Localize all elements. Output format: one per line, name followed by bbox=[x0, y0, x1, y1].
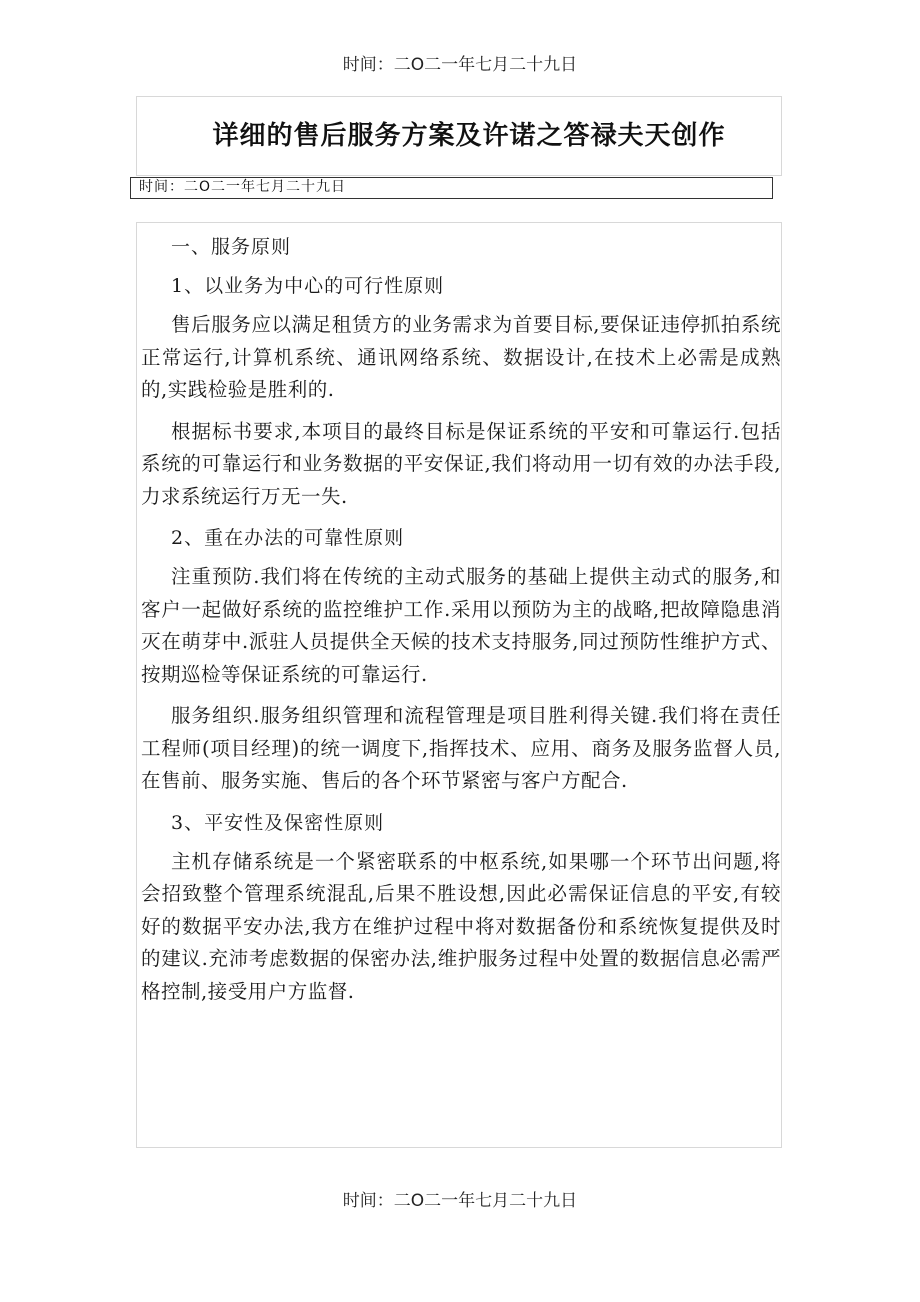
paragraph: 注重预防.我们将在传统的主动式服务的基础上提供主动式的服务,和客户一起做好系统的监控维护工作.采用以预防为主的战略,把故障隐患消灭在萌芽中.派驻人员提供全天候的技术支持服务,同过预防性维护方式、按期巡检等保证系统的可靠运行. bbox=[141, 565, 781, 686]
subsection-heading-1: 1、以业务为中心的可行性原则 bbox=[171, 275, 445, 297]
paragraph: 根据标书要求,本项目的最终目标是保证系统的平安和可靠运行.包括系统的可靠运行和业务数据的平安保证,我们将动用一切有效的办法手段,力求系统运行万无一失. bbox=[141, 419, 781, 508]
document-title: 详细的售后服务方案及许诺之答禄夫天创作 bbox=[212, 121, 726, 151]
document-body bbox=[141, 231, 781, 1017]
section-heading-principles: 一、服务原则 bbox=[171, 236, 292, 258]
paragraph: 服务组织.服务组织管理和流程管理是项目胜利得关键.我们将在责任工程师(项目经理)的统一调度下,指挥技术、应用、商务及服务监督人员,在售前、服务实施、售后的各个环节紧密与客户方配合. bbox=[141, 704, 781, 792]
page-footer-date: 时间：二O二一年七月二十九日 bbox=[342, 1191, 578, 1211]
date-line-box bbox=[130, 177, 773, 199]
content-box bbox=[136, 222, 782, 1148]
page-header-date: 时间：二O二一年七月二十九日 bbox=[342, 55, 578, 75]
subsection-heading-3: 3、平安性及保密性原则 bbox=[171, 811, 385, 834]
paragraph: 主机存储系统是一个紧密联系的中枢系统,如果哪一个环节出问题,将会招致整个管理系统混乱,后果不胜设想,因此必需保证信息的平安,有较好的数据平安办法,我方在维护过程中将对数据备份和系统恢复提供及时的建议.充沛考虑数据的保密办法,维护服务过程中处置的数据信息必需严格控制,接受用户方监督. bbox=[141, 849, 781, 1003]
subsection-heading-2: 2、重在办法的可靠性原则 bbox=[171, 527, 405, 549]
paragraph: 售后服务应以满足租赁方的业务需求为首要目标,要保证违停抓拍系统正常运行,计算机系统、通讯网络系统、数据设计,在技术上必需是成熟的,实践检验是胜利的. bbox=[141, 313, 781, 401]
title-box bbox=[136, 96, 782, 176]
date-line: 时间：二O二一年七月二十九日 bbox=[139, 179, 347, 195]
